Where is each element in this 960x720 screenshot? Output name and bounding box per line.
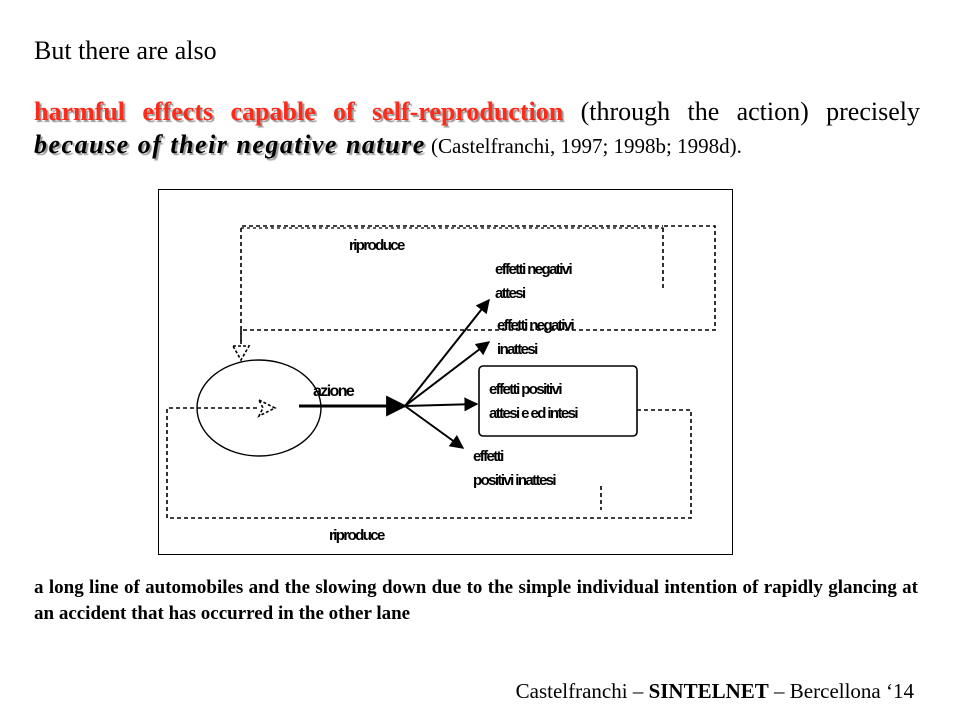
label-pos-unexpected-1: effetti	[473, 448, 503, 465]
arrow-positive-unexpected	[405, 406, 463, 448]
footer-author: Castelfranchi –	[515, 679, 649, 703]
top-loop-shadow	[241, 228, 663, 230]
footer	[516, 678, 914, 704]
main-paragraph	[34, 95, 920, 163]
label-pos-expected-1: effetti positivi	[489, 381, 561, 398]
diagram-svg	[159, 190, 734, 556]
label-pos-unexpected-2: positivi inattesi	[473, 472, 555, 489]
paragraph-text: (through the action) precisely	[563, 97, 920, 126]
intro-text: But there are also	[34, 36, 217, 65]
top-loop-arrowhead	[233, 346, 249, 360]
diagram	[158, 189, 733, 555]
label-riproduce-bottom: riproduce	[329, 527, 384, 544]
example-note: a long line of automobiles and the slowing down due to the simple individual intention of rapidly glancing at an accident that has occurred in the other lane	[34, 577, 918, 624]
agent-circle	[197, 360, 321, 456]
arrow-negative-expected	[405, 300, 489, 406]
emphasis-phrase: because of their negative nature	[34, 130, 426, 159]
arrow-positive-expected	[405, 404, 477, 406]
label-azione: azione	[313, 383, 354, 400]
footer-event: – Bercellona ‘14	[768, 679, 914, 703]
agent-inner-mark	[259, 400, 275, 416]
label-pos-expected-2: attesi e ed intesi	[489, 405, 577, 422]
citation-text: (Castelfranchi, 1997; 1998b; 1998d).	[425, 134, 742, 158]
label-neg-expected-1: effetti negativi	[495, 261, 572, 278]
top-loop-outline	[241, 226, 663, 344]
label-riproduce-top: riproduce	[349, 237, 404, 254]
highlight-phrase: harmful effects capable of self-reproduction	[34, 97, 564, 126]
label-neg-expected-2: attesi	[495, 285, 525, 302]
label-neg-unexpected-2: inattesi	[497, 341, 537, 358]
label-neg-unexpected-1: effetti negativi	[497, 317, 574, 334]
footer-project: SINTELNET	[648, 679, 769, 703]
